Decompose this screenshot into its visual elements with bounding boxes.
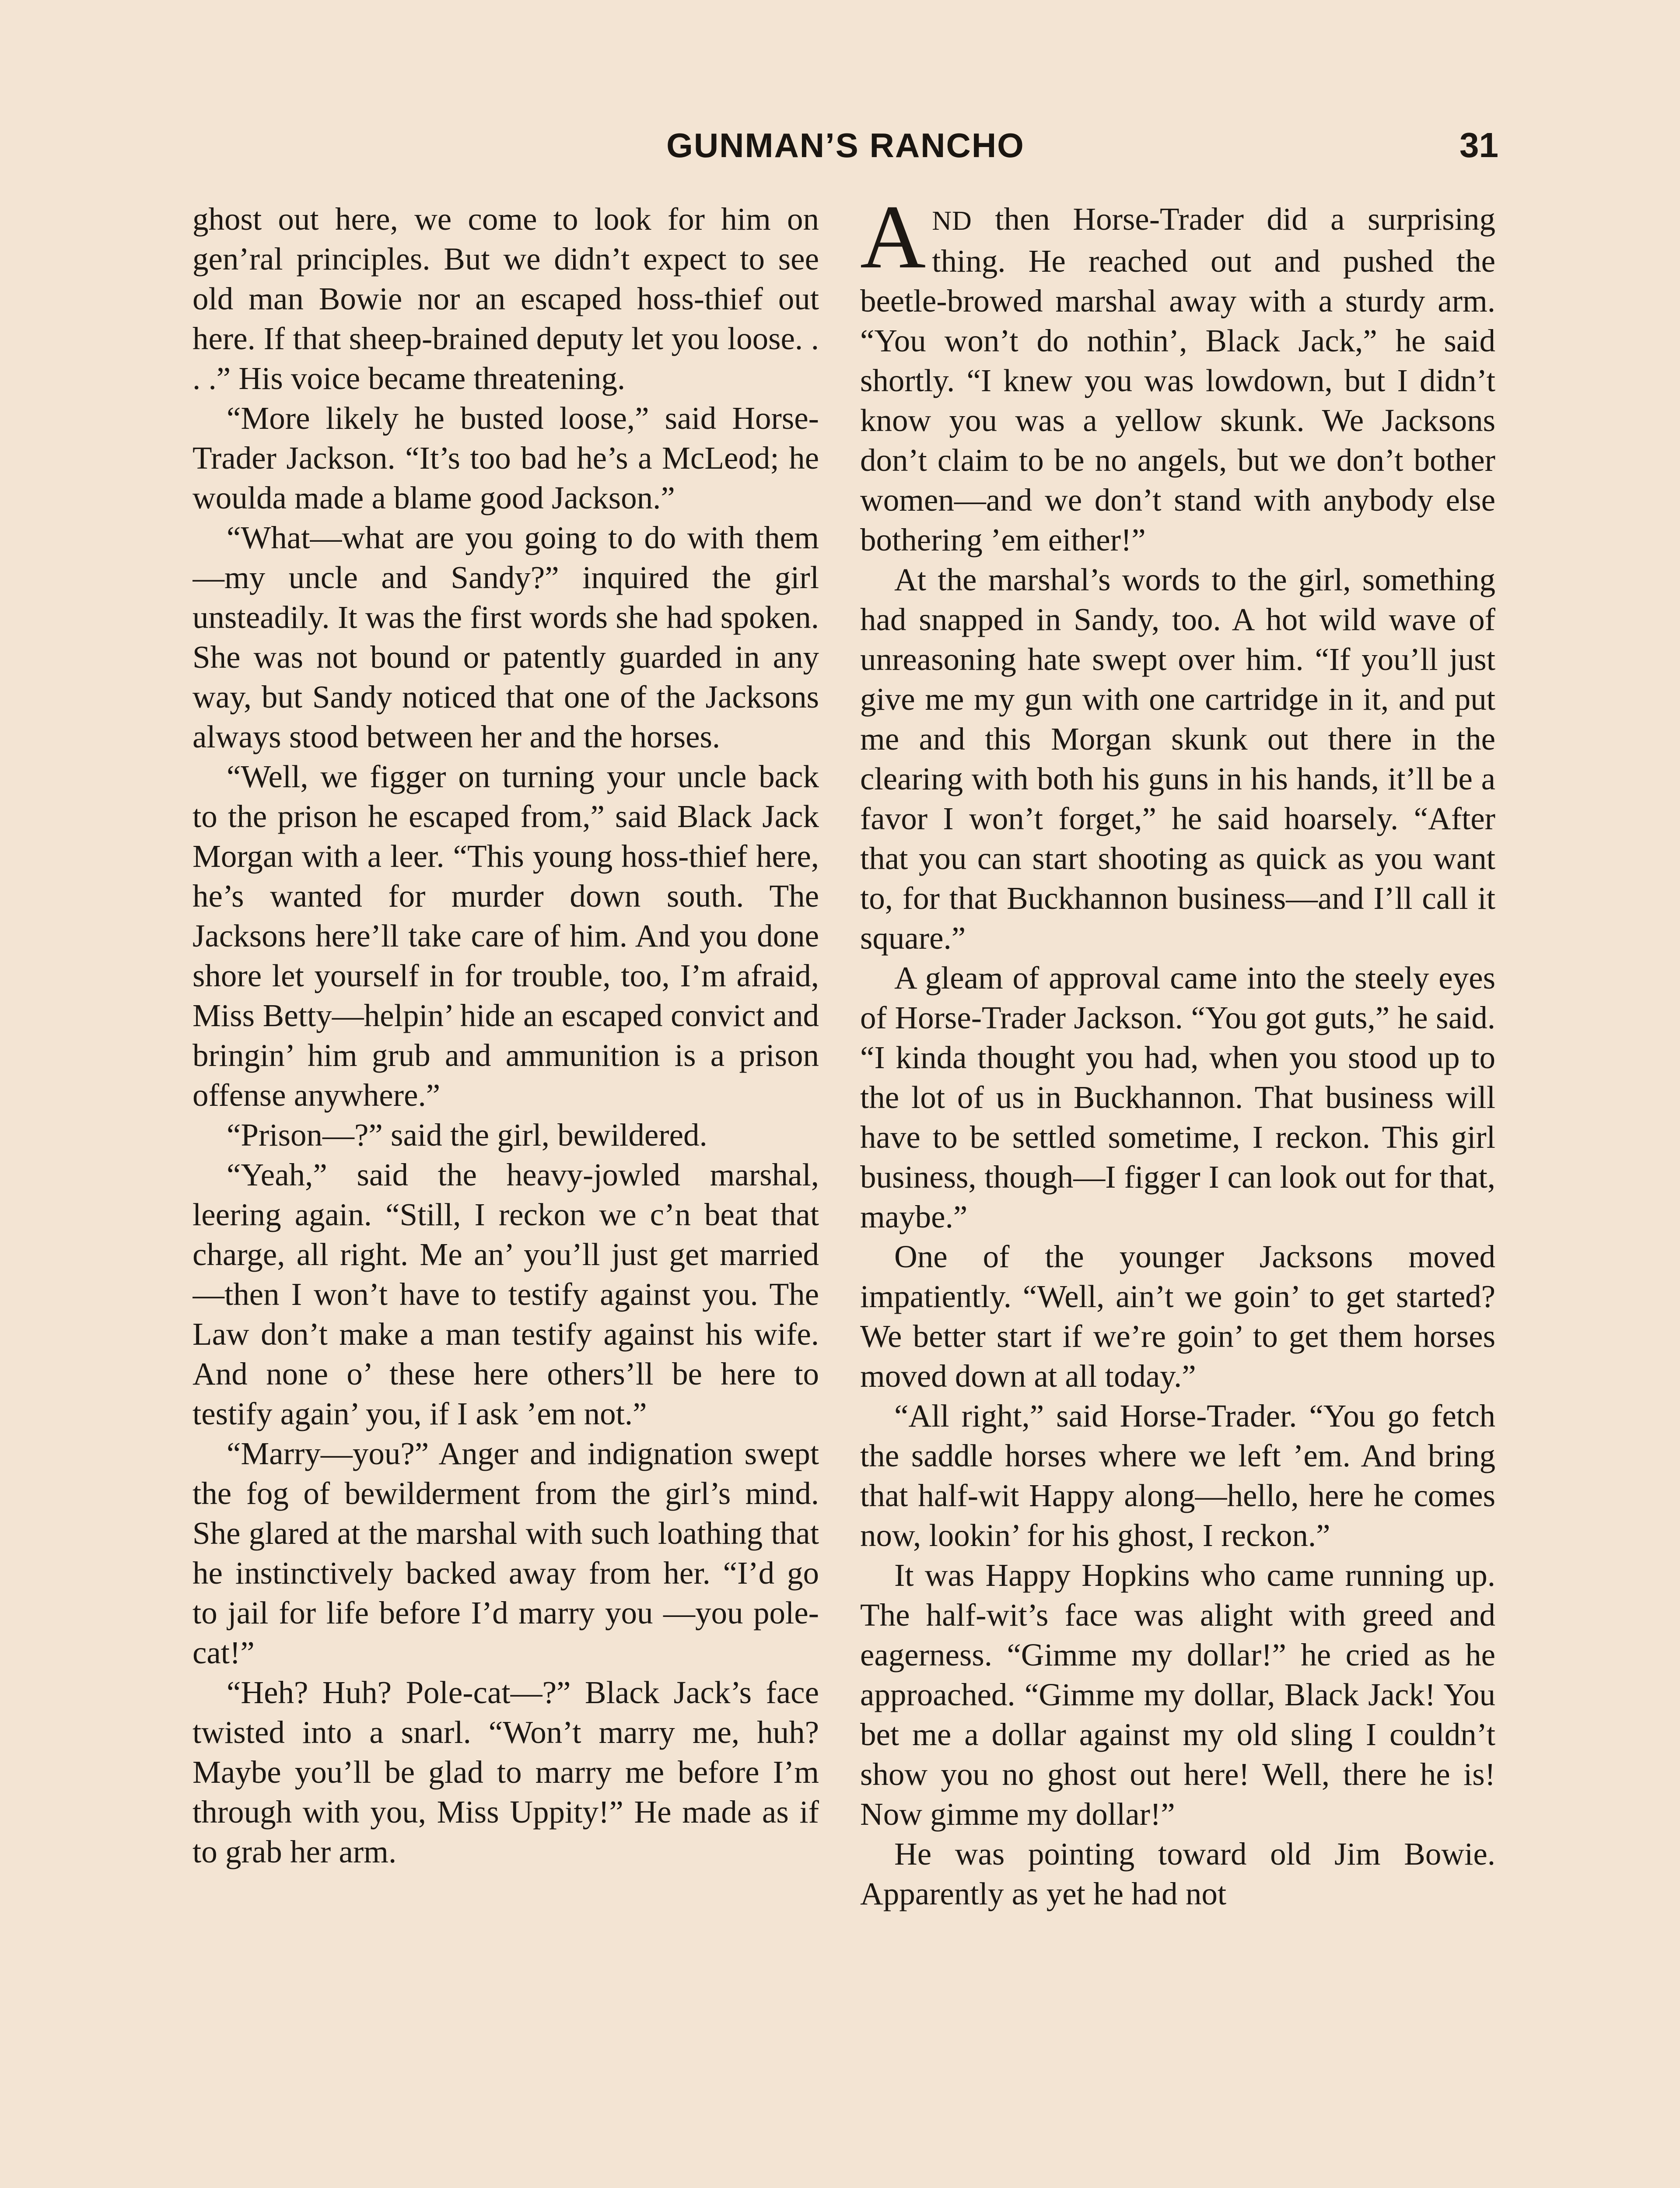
right-column: [860, 199, 1495, 2188]
paragraph: One of the younger Jacksons moved impatiently. “Well, ain’t we goin’ to get started? We better start if we’re goin’ to get them horses moved down at all today.”: [860, 1239, 1495, 1394]
paragraph: “Well, we figger on turning your uncle back to the prison he escaped from,” said Black Jack Morgan with a leer. “This young hoss-thief here, he’s wanted for murder down south. The Jacksons here’ll take care of him. And you done shore let yourself in for trouble, too, I’m afraid, Miss Betty—helpin’ hide an escaped convict and bringin’ him grub and ammunition is a prison offense anywhere.”: [192, 759, 819, 1113]
small-caps-lead: ND: [932, 206, 972, 236]
paragraph: “Prison—?” said the girl, bewildered.: [227, 1117, 707, 1153]
drop-cap: A: [860, 199, 926, 287]
section-opening-paragraph: [860, 199, 1495, 560]
running-title: GUNMAN’S RANCHO: [666, 126, 1025, 165]
paragraph: “Heh? Huh? Pole-cat—?” Black Jack’s face twisted into a snarl. “Won’t marry me, huh? Maybe you’ll be glad to marry me before I’m through with you, Miss Uppity!” He made as if to grab her arm.: [192, 1675, 819, 1869]
paragraph-text: then Horse-Trader did a surprising thing. He reached out and pushed the beetle-browed marshal away with a sturdy arm. “You won’t do nothin’, Black Jack,” he said shortly. “I knew you was lowdown, but I didn’t know you was a yellow skunk. We Jacksons don’t claim to be no angels, but we don’t bother women—and we don’t stand with anybody else bothering ’em either!”: [860, 201, 1495, 558]
page-number: 31: [1460, 126, 1498, 165]
paragraph: “More likely he busted loose,” said Horse-Trader Jackson. “It’s too bad he’s a McLeod; he woulda made a blame good Jackson.”: [192, 400, 819, 515]
paragraph: It was Happy Hopkins who came running up. The half-wit’s face was alight with greed and eagerness. “Gimme my dollar!” he cried as he approached. “Gimme my dollar, Black Jack! You bet me a dollar against my old sling I couldn’t show you no ghost out here! Well, there he is! Now gimme my dollar!”: [860, 1557, 1495, 1832]
paragraph: “Marry—you?” Anger and indignation swept the fog of bewilderment from the girl’s mind. She glared at the marshal with such loathing that he instinctively backed away from her. “I’d go to jail for life before I’d marry you —you pole-cat!”: [192, 1436, 819, 1670]
paragraph: “What—what are you going to do with them—my uncle and Sandy?” inquired the girl unsteadily. It was the first words she had spoken. She was not bound or patently guarded in any way, but Sandy noticed that one of the Jacksons always stood between her and the horses.: [192, 520, 819, 754]
paragraph: ghost out here, we come to look for him on gen’ral principles. But we didn’t expect to see old man Bowie nor an escaped hoss-thief out here. If that sheep-brained deputy let you loose. . . .” His voice became threatening.: [192, 201, 819, 396]
paragraph: “All right,” said Horse-Trader. “You go fetch the saddle horses where we left ’em. And bring that half-wit Happy along—hello, here he comes now, lookin’ for his ghost, I reckon.”: [860, 1398, 1495, 1553]
paragraph: He was pointing toward old Jim Bowie. Apparently as yet he had not: [860, 1836, 1495, 1911]
paragraph: “Yeah,” said the heavy-jowled marshal, leering again. “Still, I reckon we c’n beat that charge, all right. Me an’ you’ll just get married—then I won’t have to testify against you. The Law don’t make a man testify against his wife. And none o’ these here others’ll be here to testify again’ you, if I ask ’em not.”: [192, 1157, 819, 1431]
paragraph: At the marshal’s words to the girl, something had snapped in Sandy, too. A hot wild wave of unreasoning hate swept over him. “If you’ll just give me my gun with one cartridge in it, and put me and this Morgan skunk out there in the clearing with both his guns in his hands, it’ll be a favor I won’t forget,” he said hoarsely. “After that you can start shooting as quick as you want to, for that Buckhannon business—and I’ll call it square.”: [860, 562, 1495, 956]
paragraph: A gleam of approval came into the steely eyes of Horse-Trader Jackson. “You got guts,” he said. “I kinda thought you had, when you stood up to the lot of us in Buckhannon. That business will have to be settled sometime, I reckon. This girl business, though—I figger I can look out for that, maybe.”: [860, 960, 1495, 1234]
left-column: [192, 199, 819, 2188]
page-header: [192, 123, 1498, 172]
